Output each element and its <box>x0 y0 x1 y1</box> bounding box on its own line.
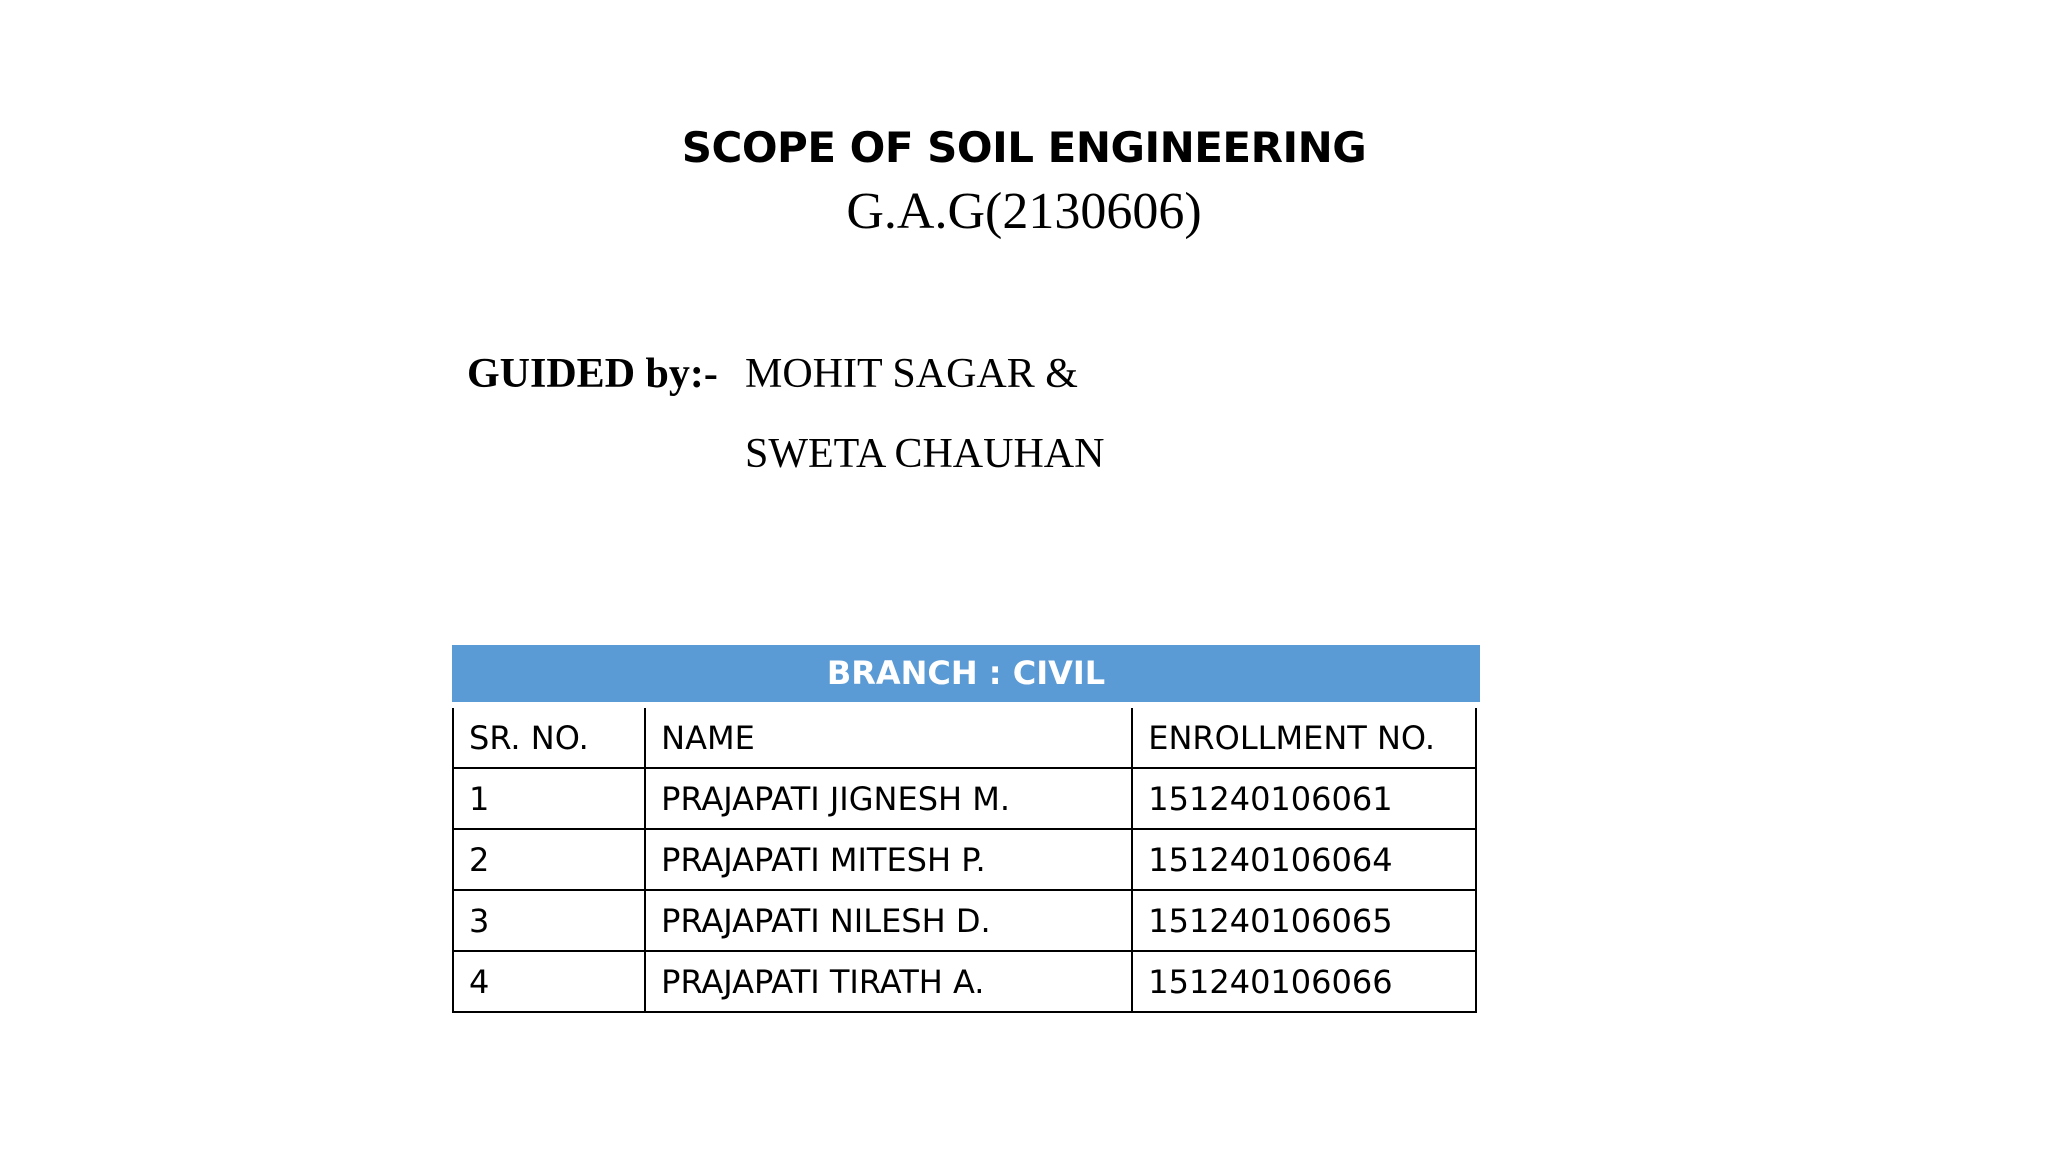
cell-sr-no: 2 <box>453 829 645 890</box>
table-row <box>453 890 1476 951</box>
guided-by-line <box>467 348 1078 400</box>
cell-name: PRAJAPATI MITESH P. <box>645 829 1132 890</box>
table-row <box>453 951 1476 1012</box>
cell-enrollment-no: 151240106065 <box>1132 890 1476 951</box>
table-row <box>453 768 1476 829</box>
subject-code: G.A.G(2130606) <box>846 183 1202 240</box>
guide-name-1: MOHIT SAGAR & <box>745 351 1078 397</box>
guided-by-label: GUIDED by:- <box>467 351 718 397</box>
cell-name: PRAJAPATI TIRATH A. <box>645 951 1132 1012</box>
cell-name: PRAJAPATI NILESH D. <box>645 890 1132 951</box>
table-header-row <box>453 708 1476 768</box>
header-enrollment-no: ENROLLMENT NO. <box>1132 708 1476 768</box>
cell-sr-no: 3 <box>453 890 645 951</box>
cell-sr-no: 4 <box>453 951 645 1012</box>
table-row <box>453 829 1476 890</box>
slide-title: SCOPE OF SOIL ENGINEERING <box>681 123 1367 172</box>
cell-enrollment-no: 151240106064 <box>1132 829 1476 890</box>
cell-sr-no: 1 <box>453 768 645 829</box>
cell-name: PRAJAPATI JIGNESH M. <box>645 768 1132 829</box>
header-name: NAME <box>645 708 1132 768</box>
branch-banner: BRANCH : CIVIL <box>452 645 1480 702</box>
student-table-block <box>452 645 1480 1013</box>
cell-enrollment-no: 151240106066 <box>1132 951 1476 1012</box>
cell-enrollment-no: 151240106061 <box>1132 768 1476 829</box>
student-table <box>452 708 1477 1013</box>
guide-name-2: SWETA CHAUHAN <box>745 431 1105 477</box>
header-sr-no: SR. NO. <box>453 708 645 768</box>
